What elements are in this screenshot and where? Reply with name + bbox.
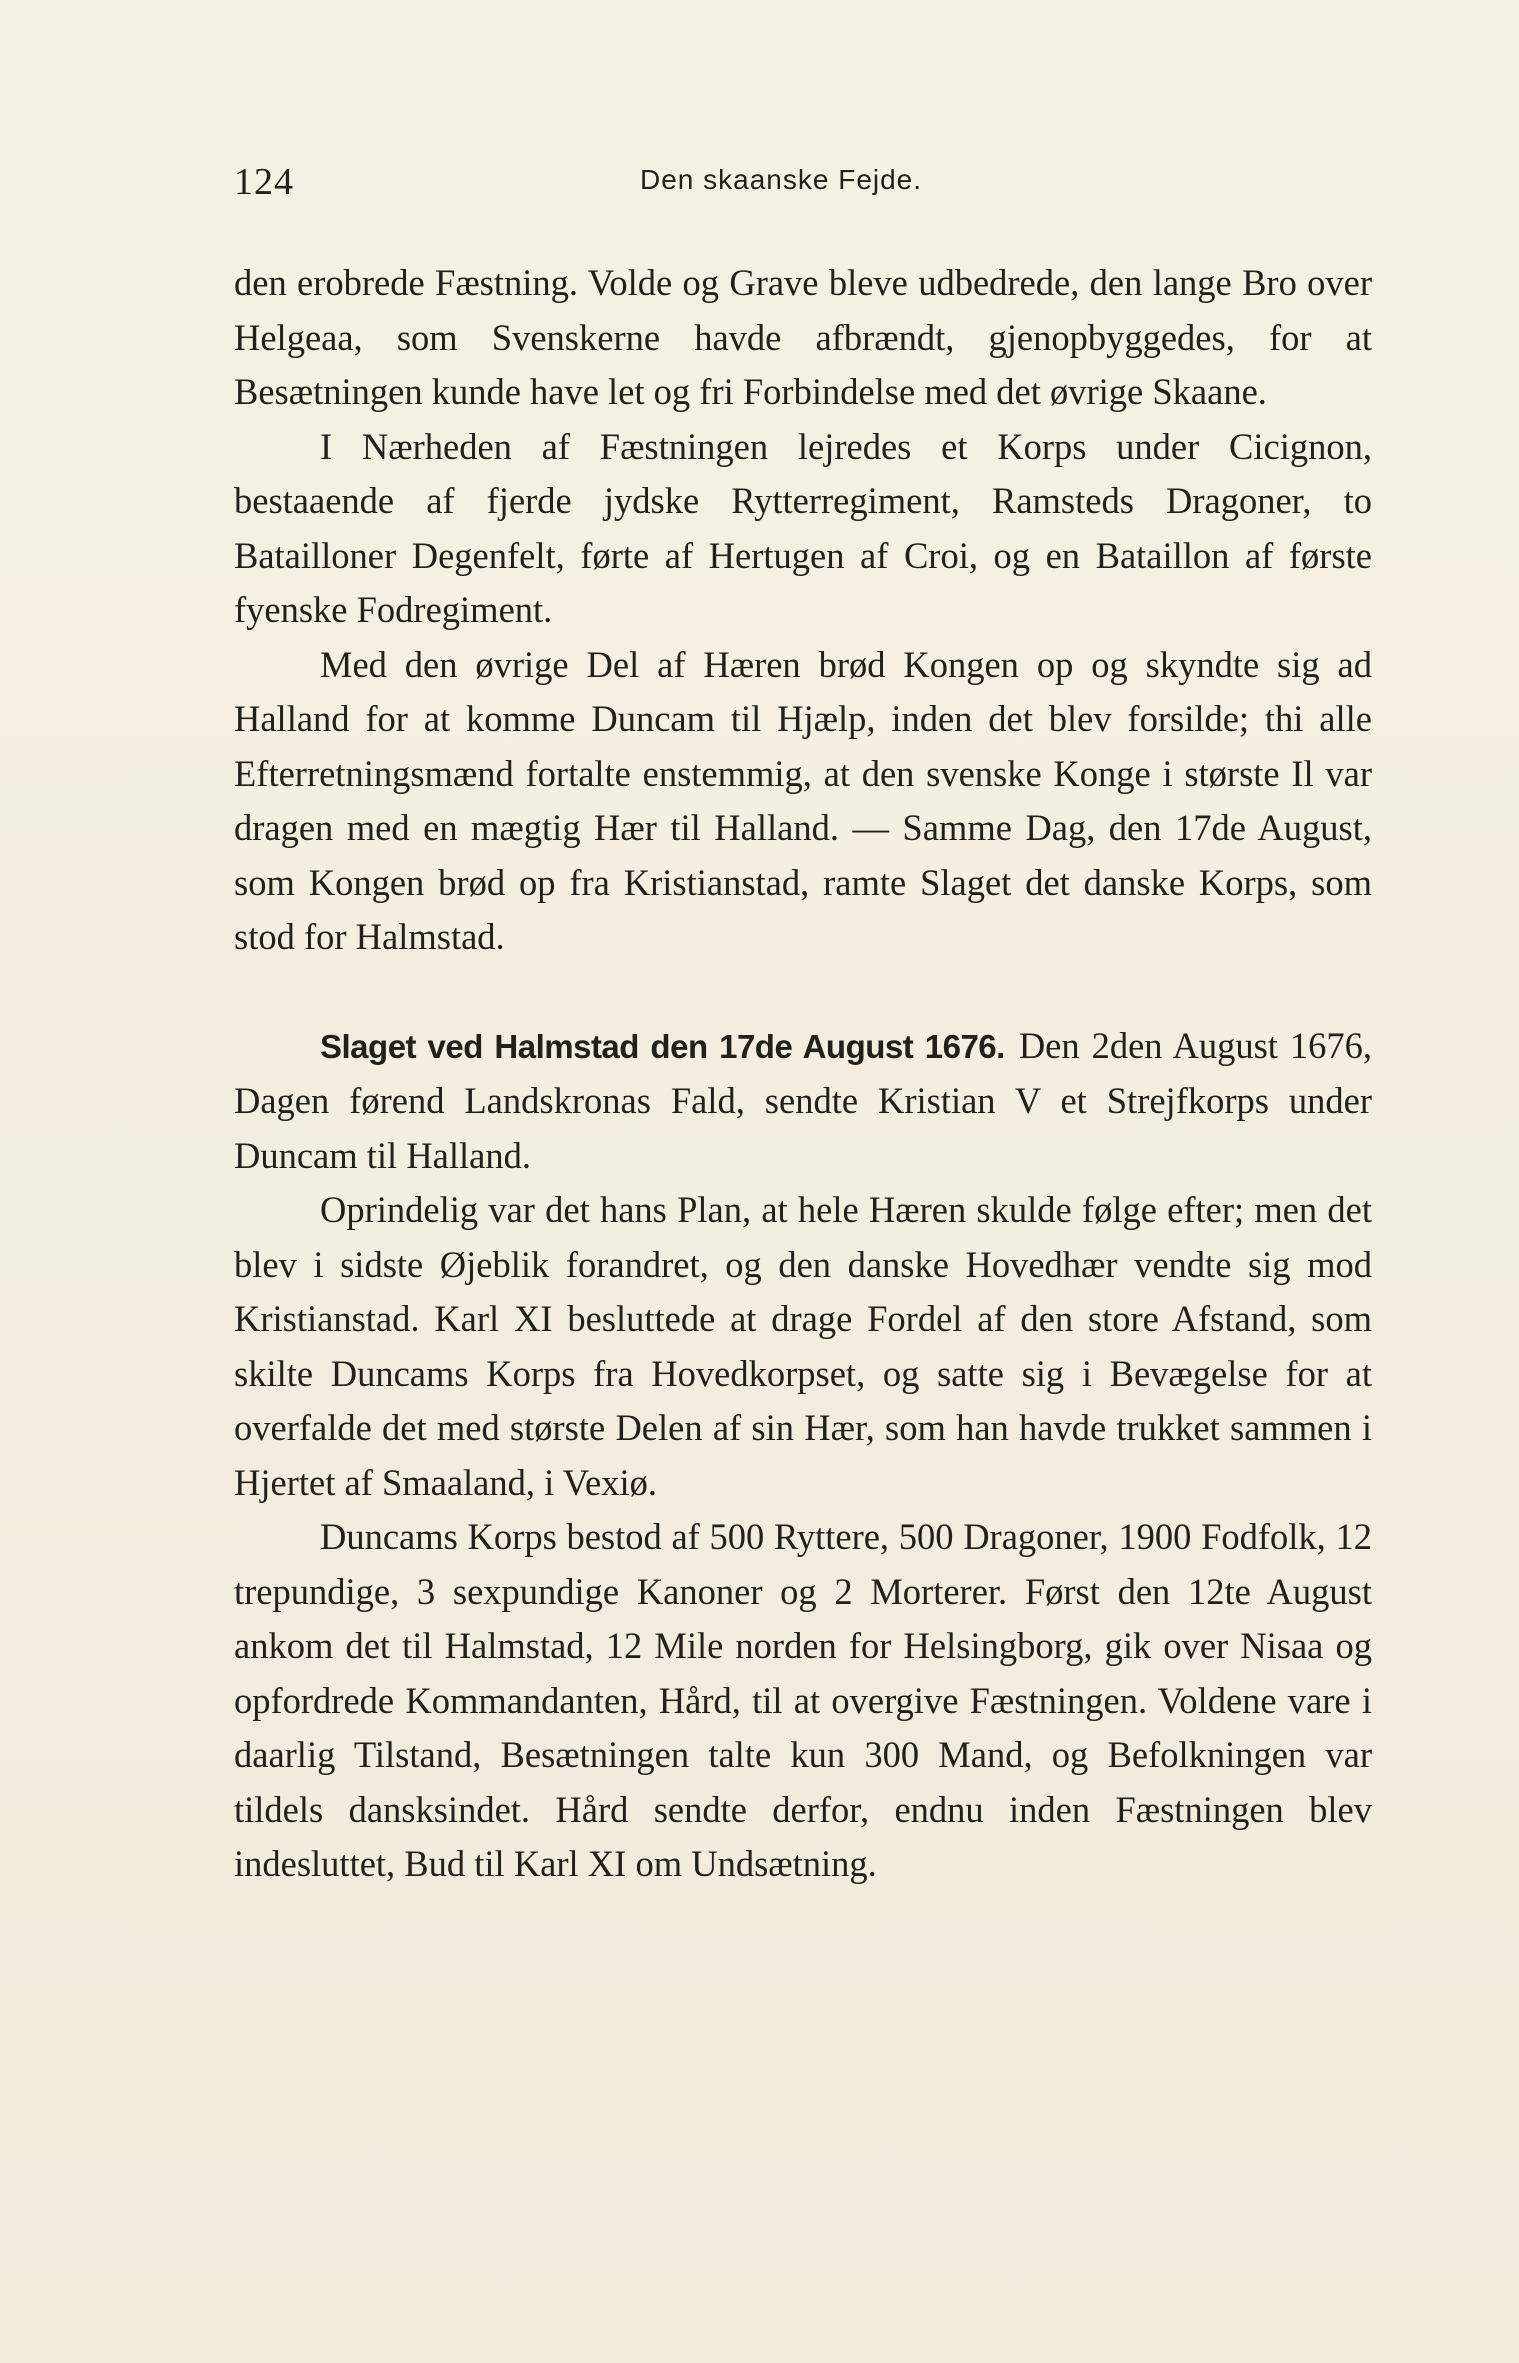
section-first-paragraph — [234, 1019, 1372, 1184]
paragraph: I Nærheden af Fæstningen lejredes et Korps under Cicignon, bestaaende af fjerde jydske Rytterregiment, Ramsteds Dragoner, to Batailloner Degenfelt, førte af Hertugen af Croi, og en Bataillon af første fyenske Fodregiment. — [234, 425, 1372, 630]
paragraph: Oprindelig var det hans Plan, at hele Hæren skulde følge efter; men det blev i sidste Øjeblik forandret, og den danske Hovedhær vendte sig mod Kristianstad. Karl XI besluttede at drage Fordel af den store Afstand, som skilte Duncams Korps fra Hovedkorpset, og satte sig i Bevægelse for at overfalde det med største Delen af sin Hær, som han havde trukket sammen i Hjertet af Smaaland, i Vexiø. — [234, 1189, 1372, 1503]
section-lead-text: Den 2den August 1676, Dagen førend Landskronas Fald, sendte Kristian V et Strejfkorps under Duncam til Halland. — [234, 1024, 1372, 1176]
paragraph: Med den øvrige Del af Hæren brød Kongen op og skyndte sig ad Halland for at komme Duncam til Hjælp, inden det blev forsilde; thi alle Efterretningsmænd fortalte enstemmig, at den svenske Konge i største Il var dragen med en mægtig Hær til Halland. — Samme Dag, den 17de August, som Kongen brød op fra Kristianstad, ramte Slaget det danske Korps, som stod for Halmstad. — [234, 643, 1372, 957]
page-header — [234, 160, 1374, 210]
section-heading: Slaget ved Halmstad den 17de August 1676. — [320, 1027, 1005, 1065]
body-text — [234, 256, 1372, 1892]
section-gap — [234, 965, 1372, 1019]
paragraph: Duncams Korps bestod af 500 Ryttere, 500 Dragoner, 1900 Fodfolk, 12 trepundige, 3 sexpundige Kanoner og 2 Morterer. Først den 12te August ankom det til Halmstad, 12 Mile norden for Helsingborg, gik over Nisaa og opfordrede Kommandanten, Hård, til at overgive Fæstningen. Voldene vare i daarlig Tilstand, Besætningen talte kun 300 Mand, og Befolkningen var tildels dansksindet. Hård sendte derfor, endnu inden Fæstningen blev indesluttet, Bud til Karl XI om Undsætning. — [234, 1516, 1372, 1884]
running-title: Den skaanske Fejde. — [640, 164, 923, 195]
paragraph-continuation: den erobrede Fæstning. Volde og Grave bleve udbedrede, den lange Bro over Helgeaa, som Svenskerne havde afbrændt, gjenopbyggedes, for at Besætningen kunde have let og fri Forbindelse med det øvrige Skaane. — [234, 262, 1372, 412]
page-number: 124 — [234, 161, 294, 203]
